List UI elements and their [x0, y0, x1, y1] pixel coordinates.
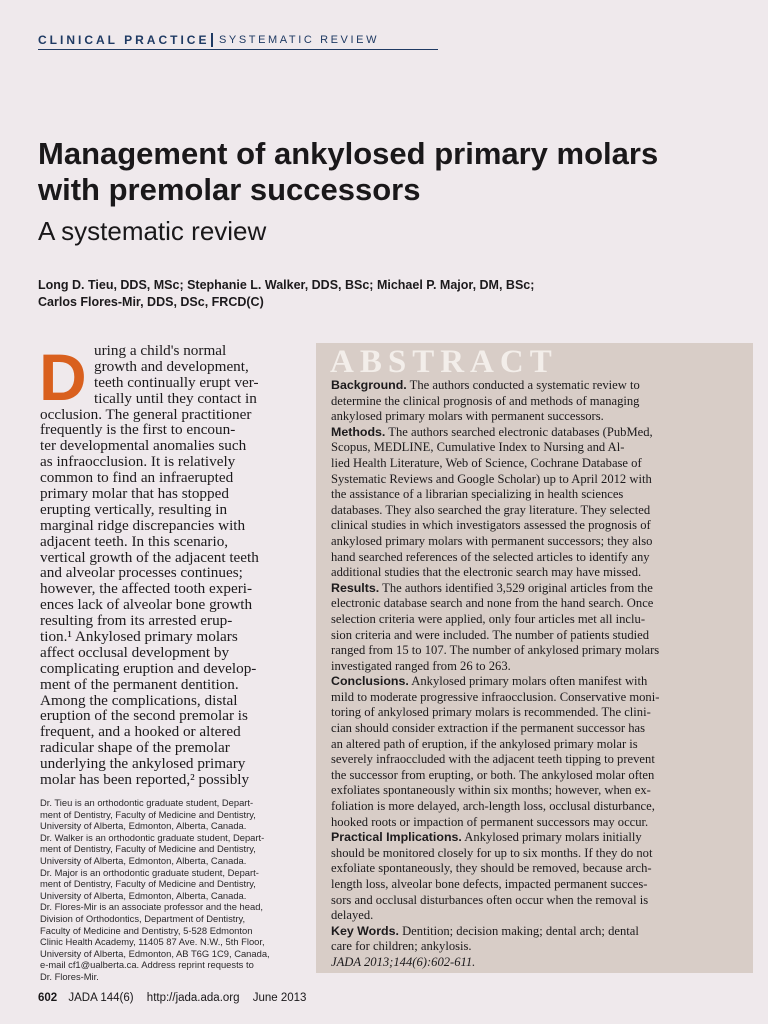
issue-date: June 2013 — [252, 992, 307, 1004]
abstract-line — [331, 596, 751, 612]
abstract-text: foliation is more delayed, arch-length loss, occlusal disturbance, — [331, 799, 655, 814]
affiliation-line: Dr. Flores-Mir. — [40, 970, 99, 982]
abstract-line — [331, 877, 751, 893]
abstract-body — [331, 378, 751, 971]
abstract-heading: ABSTRACT — [330, 344, 558, 380]
body-text-line: however, the affected tooth experi- — [40, 580, 253, 598]
journal-issue: JADA 144(6) — [68, 992, 134, 1004]
abstract-line — [331, 737, 751, 753]
abstract-text: an altered path of eruption, if the ankylosed primary molar is — [331, 736, 638, 751]
abstract-line — [331, 799, 751, 815]
abstract-section-heading: Results. — [331, 580, 380, 595]
header-divider — [211, 33, 213, 47]
affiliation-line: Dr. Major is an orthodontic graduate student, Depart- — [40, 866, 259, 878]
affiliation-line: Dr. Flores-Mir is an associate professor and the head, — [40, 901, 264, 913]
abstract-text: additional studies that the electronic search may have missed. — [331, 565, 642, 580]
body-text-line: teeth continually erupt ver- — [94, 373, 259, 391]
abstract-line — [331, 721, 751, 737]
body-text-line: as infraocclusion. It is relatively — [40, 453, 236, 471]
body-text-line: complicating eruption and develop- — [40, 659, 257, 677]
abstract-text: the successor from erupting, or both. The ankylosed molar often — [331, 767, 655, 782]
affiliation-line: University of Alberta, Edmonton, AB T6G 1C9, Canada, — [40, 947, 270, 959]
abstract-text: care for children; ankylosis. — [331, 939, 472, 954]
abstract-line — [331, 378, 751, 394]
abstract-line — [331, 846, 751, 862]
abstract-line — [331, 893, 751, 909]
abstract-box — [316, 343, 753, 973]
abstract-line — [331, 861, 751, 877]
abstract-text: databases. They also searched the gray literature. They selected — [331, 502, 651, 517]
running-header — [38, 33, 379, 47]
body-text-line: primary molar that has stopped — [40, 485, 229, 503]
abstract-text: Ankylosed primary molars initially — [461, 830, 642, 845]
abstract-text: hooked roots or impaction of permanent successors may occur. — [331, 814, 649, 829]
abstract-text: selection criteria were applied, only four articles met all inclu- — [331, 611, 646, 626]
header-rule — [38, 49, 438, 50]
body-text-line: tically until they contact in — [94, 389, 257, 407]
abstract-text: determine the clinical prognosis of and methods of managing — [331, 393, 640, 408]
abstract-text: Systematic Reviews and Google Scholar) up to April 2012 with — [331, 471, 652, 486]
abstract-section-heading: Conclusions. — [331, 674, 409, 689]
abstract-line — [331, 628, 751, 644]
title-line: Management of ankylosed primary molars — [38, 136, 659, 171]
abstract-line — [331, 924, 751, 940]
abstract-section-heading: Methods. — [331, 424, 386, 439]
abstract-text: The authors identified 3,529 original articles from the — [379, 580, 653, 595]
body-text-line: resulting from its arrested erup- — [40, 612, 233, 630]
abstract-text: JADA 2013;144(6):602-611. — [331, 954, 476, 969]
author-affiliations — [40, 797, 310, 983]
affiliation-line: ment of Dentistry, Faculty of Medicine and Dentistry, — [40, 808, 256, 820]
abstract-text: ranged from 15 to 107. The number of ankylosed primary molars — [331, 643, 660, 658]
abstract-line — [331, 815, 751, 831]
affiliation-line: Dr. Walker is an orthodontic graduate student, Depart- — [40, 831, 265, 843]
body-text-line: molar has been reported,² possibly — [40, 771, 250, 789]
abstract-line — [331, 955, 751, 971]
drop-cap: D — [39, 340, 87, 414]
abstract-line — [331, 565, 751, 581]
body-text-line: radicular shape of the premolar — [40, 739, 230, 757]
body-text-line: vertical growth of the adjacent teeth — [40, 548, 259, 566]
body-text-line: ences lack of alveolar bone growth — [40, 596, 253, 614]
body-text-line: tion.¹ Ankylosed primary molars — [40, 628, 238, 646]
abstract-line — [331, 440, 751, 456]
author-list — [38, 277, 738, 311]
body-text-line: uring a child's normal — [94, 342, 227, 359]
abstract-text: severely infraoccluded with the adjacent teeth tipping to prevent — [331, 752, 655, 767]
abstract-text: toring of ankylosed primary molars is recommended. The clini- — [331, 705, 651, 720]
body-text-line: affect occlusal development by — [40, 643, 230, 661]
body-text-line: ment of the permanent dentition. — [40, 675, 239, 693]
affiliation-line: Dr. Tieu is an orthodontic graduate student, Depart- — [40, 797, 254, 808]
affiliation-line: University of Alberta, Edmonton, Alberta, Canada. — [40, 820, 247, 832]
abstract-line — [331, 534, 751, 550]
abstract-text: hand searched references of the selected articles to identify any — [331, 549, 650, 564]
section-label: CLINICAL PRACTICE — [38, 33, 210, 47]
affiliation-line: ment of Dentistry, Faculty of Medicine and Dentistry, — [40, 878, 256, 890]
abstract-line — [331, 581, 751, 597]
abstract-text: should be monitored closely for up to six months. If they do not — [331, 845, 653, 860]
page-footer — [38, 992, 316, 1004]
abstract-line — [331, 783, 751, 799]
abstract-line — [331, 830, 751, 846]
body-text-line: frequently is the first to encoun- — [40, 421, 236, 439]
body-text-line: marginal ridge discrepancies with — [40, 516, 246, 534]
body-text-line: growth and development, — [94, 357, 249, 375]
article-subtitle: A systematic review — [38, 216, 267, 246]
abstract-line — [331, 472, 751, 488]
affiliation-line: Faculty of Medicine and Dentistry, 5-528 Edmonton — [40, 924, 253, 936]
abstract-line — [331, 674, 751, 690]
abstract-text: investigated ranged from 26 to 263. — [331, 658, 511, 673]
body-text-line: common to find an infraerupted — [40, 469, 234, 487]
affiliation-line: Clinic Health Academy, 11405 87 Ave. N.W., 5th Floor, — [40, 936, 265, 948]
affiliation-line: Division of Orthodontics, Department of Dentistry, — [40, 912, 246, 924]
abstract-section-heading: Practical Implications. — [331, 830, 462, 845]
abstract-line — [331, 550, 751, 566]
abstract-text: length loss, alveolar bone defects, impacted permanent succes- — [331, 877, 648, 891]
abstract-text: Dentition; decision making; dental arch; dental — [398, 923, 639, 938]
abstract-text: The authors conducted a systematic review to — [406, 378, 640, 392]
abstract-line — [331, 908, 751, 924]
abstract-text: mild to moderate progressive infraocclusion. Conservative moni- — [331, 689, 660, 704]
body-text-line: eruption of the second premolar is — [40, 707, 248, 725]
body-text-line: underlying the ankylosed primary — [40, 755, 246, 773]
abstract-line — [331, 705, 751, 721]
abstract-line — [331, 518, 751, 534]
author-line: Long D. Tieu, DDS, MSc; Stephanie L. Walker, DDS, BSc; Michael P. Major, DM, BSc; — [38, 278, 535, 292]
abstract-text: exfoliates spontaneously within six months; however, when ex- — [331, 783, 651, 798]
abstract-line — [331, 659, 751, 675]
abstract-line — [331, 690, 751, 706]
abstract-line — [331, 939, 751, 955]
title-line: with premolar successors — [38, 172, 421, 207]
body-text-line: adjacent teeth. In this scenario, — [40, 532, 229, 550]
affiliation-line: University of Alberta, Edmonton, Alberta, Canada. — [40, 854, 247, 866]
abstract-line — [331, 425, 751, 441]
abstract-text: delayed. — [331, 908, 374, 923]
abstract-line — [331, 409, 751, 425]
abstract-line — [331, 612, 751, 628]
article-title — [38, 136, 758, 208]
abstract-text: electronic database search and none from the hand search. Once — [331, 596, 654, 611]
affiliation-line: e-mail cf1@ualberta.ca. Address reprint requests to — [40, 959, 254, 971]
body-text-line: frequent, and a hooked or altered — [40, 723, 241, 741]
page-number: 602 — [38, 992, 58, 1004]
body-text-line: ter developmental anomalies such — [40, 437, 247, 455]
abstract-line — [331, 503, 751, 519]
abstract-text: sors and occlusal disturbances often occur when the removal is — [331, 892, 649, 907]
abstract-line — [331, 752, 751, 768]
abstract-text: ankylosed primary molars with permanent successors; they also — [331, 533, 653, 548]
journal-url[interactable]: http://jada.ada.org — [146, 992, 240, 1004]
author-line: Carlos Flores-Mir, DDS, DSc, FRCD(C) — [38, 295, 264, 309]
abstract-text: the assistance of a librarian specializing in health sciences — [331, 487, 624, 502]
body-text-line: erupting vertically, resulting in — [40, 500, 228, 518]
affiliation-line: ment of Dentistry, Faculty of Medicine and Dentistry, — [40, 843, 256, 855]
abstract-section-heading: Key Words. — [331, 923, 399, 938]
abstract-text: clinical studies in which investigators assessed the prognosis of — [331, 518, 651, 533]
body-text-line: occlusion. The general practitioner — [40, 405, 252, 423]
abstract-line — [331, 487, 751, 503]
abstract-text: Scopus, MEDLINE, Cumulative Index to Nursing and Al- — [331, 440, 625, 455]
abstract-text: ankylosed primary molars with permanent successors. — [331, 409, 604, 424]
abstract-text: exfoliate spontaneously, they should be removed, because arch- — [331, 861, 652, 876]
affiliation-line: University of Alberta, Edmonton, Alberta, Canada. — [40, 889, 247, 901]
abstract-line — [331, 768, 751, 784]
abstract-line — [331, 394, 751, 410]
abstract-line — [331, 643, 751, 659]
abstract-line — [331, 456, 751, 472]
abstract-text: lied Health Literature, Web of Science, Cochrane Database of — [331, 455, 642, 470]
abstract-section-heading: Background. — [331, 378, 407, 392]
abstract-text: The authors searched electronic databases (PubMed, — [385, 424, 653, 439]
abstract-text: Ankylosed primary molars often manifest with — [408, 674, 648, 689]
intro-column — [39, 340, 295, 789]
abstract-text: sion criteria and were included. The number of patients studied — [331, 627, 650, 642]
body-text-line: and alveolar processes continues; — [40, 564, 243, 582]
abstract-text: cian should consider extraction if the permanent successor has — [331, 721, 646, 736]
body-text-line: Among the complications, distal — [40, 691, 238, 709]
subsection-label: SYSTEMATIC REVIEW — [218, 34, 380, 46]
